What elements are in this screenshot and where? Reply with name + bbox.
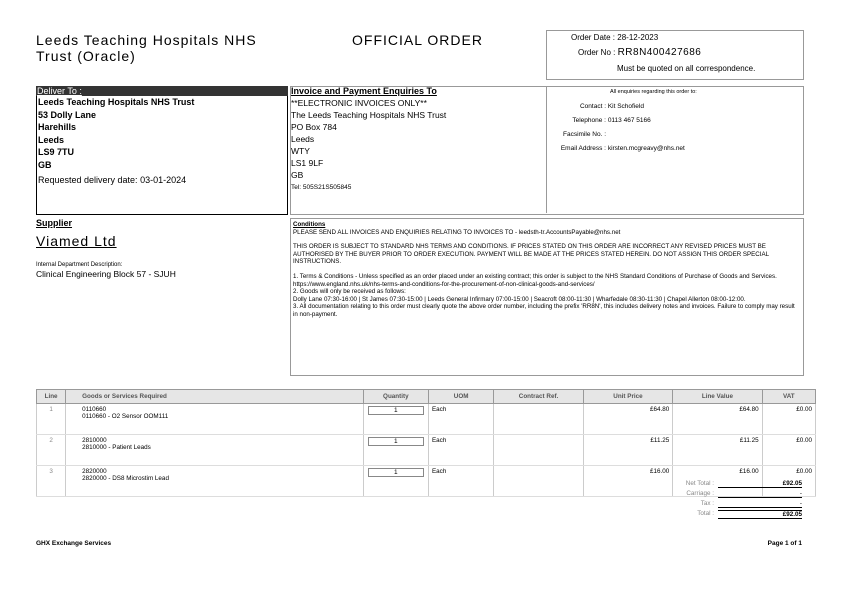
col-goods: Goods or Services Required — [66, 390, 364, 404]
invoice-divider — [546, 86, 547, 213]
enquiries-details: Contact : Kit Schofield Telephone : 0113 467 5166 Facsimile No. : Email Address : kirsten.mcgreavy@nhs.net — [560, 103, 685, 152]
invoice-address: **ELECTRONIC INVOICES ONLY** The Leeds Teaching Hospitals NHS Trust PO Box 784 Leeds WTY LS1 9LF GB — [291, 98, 447, 180]
conditions-item-3: 3. All documentation relating to this order must clearly quote the above order number, including the prefix 'RR8N', this includes delivery notes and invoices. Failure to comply may result in non-payment. — [293, 303, 795, 318]
col-unit-price: Unit Price — [583, 390, 672, 404]
invoice-telephone: Tel: 505S21S505845 — [291, 184, 352, 191]
conditions-item-2: 2. Goods will only be received as follows: — [293, 288, 406, 296]
col-quantity: Quantity — [363, 390, 428, 404]
department-label: Internal Department Description: — [36, 262, 123, 268]
email-link[interactable]: kirsten.mcgreavy@nhs.net — [607, 145, 685, 152]
order-date: Order Date : 28-12-2023 — [571, 33, 659, 42]
col-line: Line — [37, 390, 66, 404]
col-line-value: Line Value — [673, 390, 762, 404]
footer-page-number: Page 1 of 1 — [767, 540, 802, 547]
carriage-row: Carriage : - — [686, 490, 802, 497]
organisation-title-line1: Leeds Teaching Hospitals NHS — [36, 32, 257, 48]
supplier-name: Viamed Ltd — [36, 233, 117, 249]
footer-left: GHX Exchange Services — [36, 540, 112, 547]
col-vat: VAT — [762, 390, 815, 404]
department-description: Clinical Engineering Block 57 - SJUH — [36, 269, 176, 279]
table-row: 3 2820000 2820000 - DS8 Microstim Lead 1 Each £16.00 £16.00 £0.00 — [37, 466, 816, 497]
table-header-row — [37, 390, 816, 404]
conditions-invoices: PLEASE SEND ALL INVOICES AND ENQUIRIES RELATING TO INVOICES TO - leedsth-tr.AccountsPayable@nhs.net — [293, 228, 621, 236]
invoice-heading: Invoice and Payment Enquiries To — [291, 86, 437, 96]
order-note: Must be quoted on all correspondence. — [617, 64, 756, 73]
conditions-item-1: 1. Terms & Conditions - Unless specified as an order placed under an existing contract; this order is subject to the NHS Standard Conditions of Purchase of Goods and Services. — [293, 272, 777, 280]
conditions-box — [290, 218, 804, 376]
conditions-hours: Dolly Lane 07:30-16:00 | St James 07:30-15:00 | Leeds General Infirmary 07:00-15:00 | Seacroft 08:00-11:30 | Wharfedale 08:30-11:30 | Chapel Allerton 08:00-12:00. — [293, 295, 746, 303]
conditions-terms: THIS ORDER IS SUBJECT TO STANDARD NHS TERMS AND CONDITIONS. IF PRICES STATED ON THIS ORDER ARE INCORRECT ANY REVISED PRICES MUST BE AUTHORISED BY THE BUYER PRIOR TO ORDER EXECUTION. PAYMENT WILL BE MADE AT THE PRICES STATED HEREIN. DO NOT ASSIGN THIS ORDER SPECIAL INSTRUCTIONS. — [293, 243, 769, 266]
order-info-box — [546, 30, 804, 80]
table-row: 1 0110660 0110660 - O2 Sensor OOM111 1 Each £64.80 £64.80 £0.00 — [37, 404, 816, 435]
conditions-heading: Conditions — [293, 221, 326, 228]
col-contract: Contract Ref. — [494, 390, 583, 404]
deliver-to-heading: Deliver To : — [36, 86, 288, 96]
totals-block — [640, 480, 802, 520]
requested-delivery-date: Requested delivery date: 03-01-2024 — [38, 175, 187, 185]
quantity-field[interactable]: 1 — [368, 468, 424, 477]
net-total-row: Net Total : £92.05 — [685, 480, 802, 487]
total-row: Total : £92.05 — [697, 510, 802, 518]
organisation-title-line2: Trust (Oracle) — [36, 48, 136, 64]
order-number: Order No : RR8N400427686 — [578, 47, 702, 58]
deliver-to-address: Leeds Teaching Hospitals NHS Trust 53 Dolly Lane Harehills Leeds LS9 7TU GB — [38, 97, 195, 170]
enquiries-heading: All enquiries regarding this order to: — [610, 89, 697, 95]
conditions-url[interactable]: https://www.england.nhs.uk/nhs-terms-and-conditions-for-the-procurement-of-non-clinical-goods-and-services/ — [293, 280, 595, 288]
quantity-field[interactable]: 1 — [368, 406, 424, 415]
supplier-heading: Supplier — [36, 218, 73, 228]
tax-row: Tax : - — [700, 500, 802, 507]
organisation-title — [36, 32, 296, 64]
table-row: 2 2810000 2810000 - Patient Leads 1 Each £11.25 £11.25 £0.00 — [37, 435, 816, 466]
document-title: OFFICIAL ORDER — [352, 32, 483, 48]
quantity-field[interactable]: 1 — [368, 437, 424, 446]
col-uom: UOM — [428, 390, 493, 404]
